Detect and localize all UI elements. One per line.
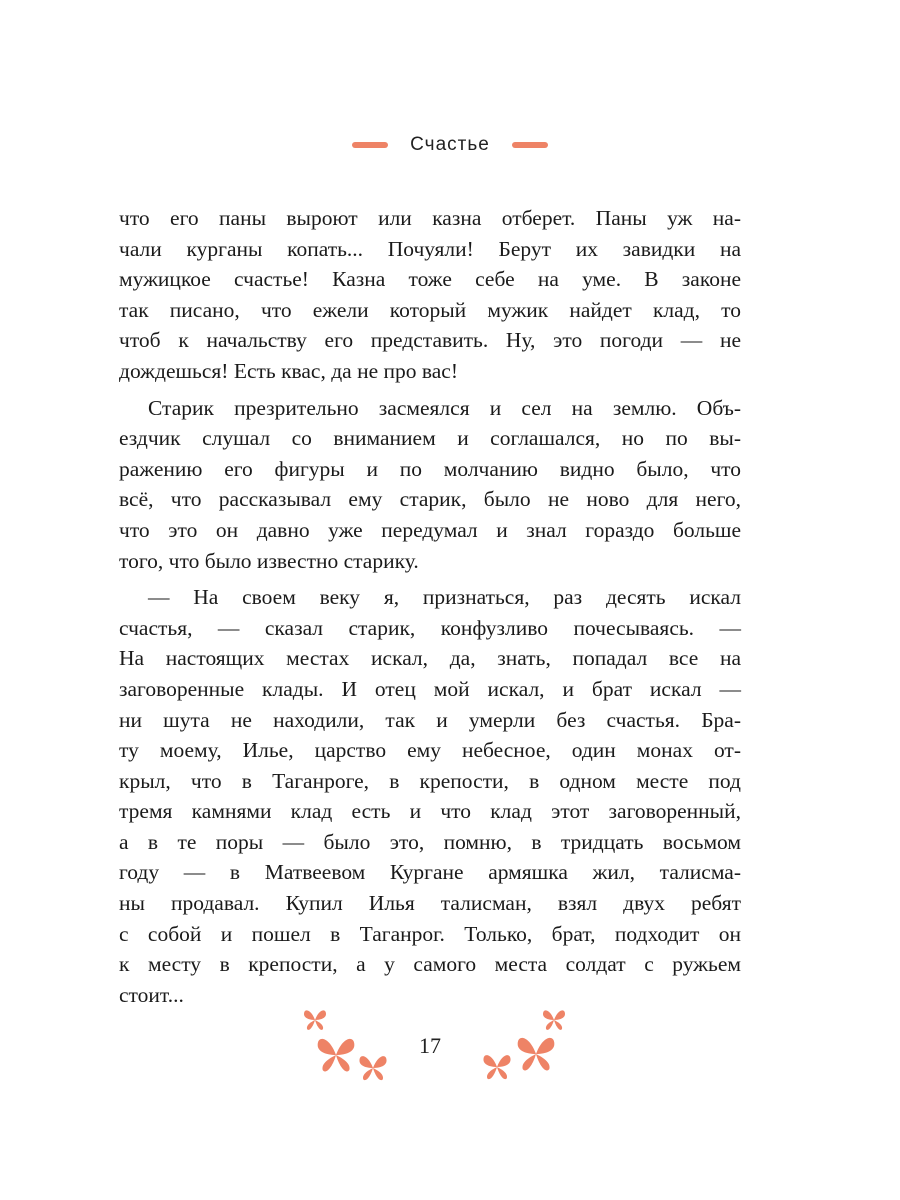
text-line: к месту в крепости, а у самого места солдат с ружьем [119, 952, 741, 977]
left-ornament-dash [352, 142, 388, 148]
text-line: ражению его фигуры и по молчанию видно было, что [119, 456, 741, 481]
text-line: всё, что рассказывал ему старик, было не ново для него, [119, 487, 741, 512]
text-line: а в те поры — было это, помню, в тридцать восьмом [119, 829, 741, 854]
text-line: так писано, что ежели который мужик найдет клад, то [119, 297, 741, 322]
text-line: ны продавал. Купил Илья талисман, взял двух ребят [119, 891, 741, 916]
text-line: того, что было известно старику. [119, 548, 419, 573]
text-line: году — в Матвеевом Кургане армяшка жил, талисма- [119, 860, 741, 885]
right-ornament-dash [512, 142, 548, 148]
running-head-title: Счастье [410, 134, 490, 155]
text-line: ту моему, Илье, царство ему небесное, один монах от- [119, 738, 741, 763]
butterfly-icon [303, 1007, 327, 1033]
text-line: тремя камнями клад есть и что клад этот заговоренный, [119, 799, 741, 824]
page-footer [0, 1005, 900, 1105]
text-line: заговоренные клады. И отец мой искал, и брат искал — [119, 676, 741, 701]
text-line: с собой и пошел в Таганрог. Только, брат, подходит он [119, 921, 741, 946]
text-line: счастья, — сказал старик, конфузливо почесываясь. — [119, 615, 741, 640]
text-line: Старик презрительно засмеялся и сел на землю. Объ- [148, 395, 741, 420]
text-line: — На своем веку я, признаться, раз десять искал [148, 585, 741, 610]
butterfly-icon [482, 1051, 512, 1083]
paragraph [119, 393, 741, 577]
running-head [0, 128, 900, 162]
page-number: 17 [419, 1033, 441, 1058]
butterfly-icon [316, 1033, 356, 1077]
text-line: что его паны выроют или казна отберет. Паны уж на- [119, 206, 741, 230]
text-line: чтоб к начальству его представить. Ну, это погоди — не [119, 328, 741, 353]
text-line: ни шута не находили, так и умерли без счастья. Бра- [119, 707, 741, 732]
text-line: ездчик слушал со вниманием и соглашался, но по вы- [119, 426, 741, 451]
body-text [119, 203, 741, 1010]
butterfly-icon [358, 1052, 388, 1084]
text-line: На настоящих местах искал, да, знать, попадал все на [119, 646, 741, 671]
text-line: крыл, что в Таганроге, в крепости, в одном месте под [119, 768, 741, 793]
text-line: чали курганы копать... Почуяли! Берут их завидки на [119, 236, 741, 261]
butterfly-icon [542, 1007, 566, 1033]
text-line: дождешься! Есть квас, да не про вас! [119, 358, 458, 383]
butterfly-icon [516, 1032, 556, 1076]
paragraph [119, 203, 741, 387]
text-line: стоит... [119, 982, 184, 1007]
text-line: что это он давно уже передумал и знал гораздо больше [119, 517, 741, 542]
paragraph [119, 582, 741, 1010]
text-line: мужицкое счастье! Казна тоже себе на уме. В законе [119, 267, 741, 292]
